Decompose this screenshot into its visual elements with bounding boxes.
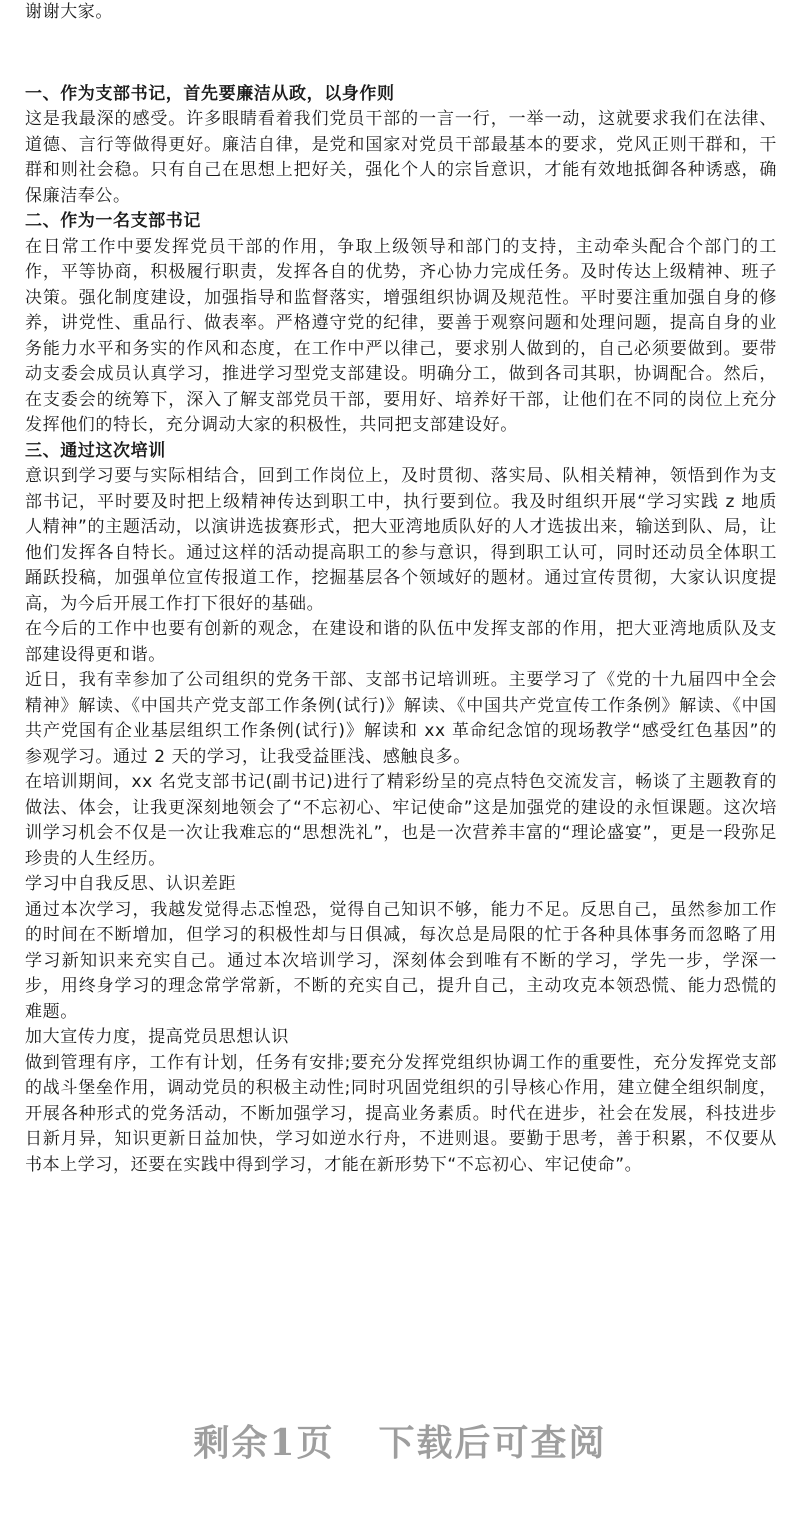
body-paragraph: 加大宣传力度，提高党员思想认识 <box>25 1027 289 1047</box>
download-to-view-text: 下载后可查阅 <box>378 1422 607 1464</box>
body-paragraph: 在日常工作中要发挥党员干部的作用，争取上级领导和部门的支持，主动牵头配合个部门的工作，平等协商，积极履行职责，发挥各自的优势，齐心协力完成任务。及时传达上级精神、班子决策。强化制度建设，加强指导和监督落实，增强组织协调及规范性。平时要注重加强自身的修养，讲党性、重品行、做表率。严格遵守党的纪律，要善于观察问题和处理问题，提高自身的业务能力水平和务实的作风和态度，在工作中严以律己，要求别人做到的，自己必须要做到。要带动支委会成员认真学习，推进学习型党支部建设。明确分工，做到各司其职，协调配合。然后，在支委会的统筹下，深入了解支部党员干部，要用好、培养好干部，让他们在不同的岗位上充分发挥他们的特长，充分调动大家的积极性，共同把支部建设好。 <box>25 236 777 435</box>
body-paragraph: 在培训期间，xx 名党支部书记(副书记)进行了精彩纷呈的亮点特色交流发言，畅谈了主题教育的做法、体会，让我更深刻地领会了“不忘初心、牢记使命”这是加强党的建设的永恒课题。这次培训学习机会不仅是一次让我难忘的“思想洗礼”，也是一次营养丰富的“理论盛宴”，更是一段弥足珍贵的人生经历。 <box>25 772 777 869</box>
body-paragraph: 学习中自我反思、认识差距 <box>25 874 237 894</box>
section-heading: 二、作为一名支部书记 <box>25 211 201 231</box>
download-prompt-banner[interactable] <box>0 1415 800 1466</box>
remaining-pages-text: 剩余1页 <box>193 1422 335 1464</box>
section-heading: 一、作为支部书记，首先要廉洁从政，以身作则 <box>25 83 395 104</box>
paragraph-spacer <box>25 26 777 82</box>
section-heading: 三、通过这次培训 <box>25 440 166 461</box>
body-paragraph: 做到管理有序，工作有计划，任务有安排;要充分发挥党组织协调工作的重要性，充分发挥党支部的战斗堡垒作用，调动党员的积极主动性;同时巩固党组织的引导核心作用，建立健全组织制度，开展各种形式的党务活动，不断加强学习，提高业务素质。时代在进步，社会在发展，科技进步日新月异，知识更新日益加快，学习如逆水行舟，不进则退。要勤于思考，善于积累，不仅要从书本上学习，还要在实践中得到学习，才能在新形势下“不忘初心、牢记使命”。 <box>25 1052 777 1175</box>
body-paragraph: 在今后的工作中也要有创新的观念，在建设和谐的队伍中发挥支部的作用，把大亚湾地质队及支部建设得更和谐。 <box>25 619 777 665</box>
body-paragraph: 这是我最深的感受。许多眼睛看着我们党员干部的一言一行，一举一动，这就要求我们在法律、道德、言行等做得更好。廉洁自律，是党和国家对党员干部最基本的要求，党风正则干群和，干群和则社会稳。只有自己在思想上把好关，强化个人的宗旨意识，才能有效地抵御各种诱惑，确保廉洁奉公。 <box>25 109 777 206</box>
body-paragraph: 近日，我有幸参加了公司组织的党务干部、支部书记培训班。主要学习了《党的十九届四中全会精神》解读、《中国共产党支部工作条例(试行)》解读、《中国共产党宣传工作条例》解读、《中国共产党国有企业基层组织工作条例(试行)》解读和 xx 革命纪念馆的现场教学“感受红色基因”的参观学习。通过 2 天的学习，让我受益匪浅、感触良多。 <box>25 670 777 767</box>
body-paragraph: 谢谢大家。 <box>25 2 113 22</box>
document-body <box>25 0 777 1178</box>
body-paragraph: 意识到学习要与实际相结合，回到工作岗位上，及时贯彻、落实局、队相关精神，领悟到作为支部书记，平时要及时把上级精神传达到职工中，执行要到位。我及时组织开展“学习实践 z 地质人精神”的主题活动，以演讲选拔赛形式，把大亚湾地质队好的人才选拔出来，输送到队、局，让他们发挥各自特长。通过这样的活动提高职工的参与意识，得到职工认可，同时还动员全体职工踊跃投稿，加强单位宣传报道工作，挖掘基层各个领域好的题材。通过宣传贯彻，大家认识度提高，为今后开展工作打下很好的基础。 <box>25 466 777 614</box>
body-paragraph: 通过本次学习，我越发觉得忐忑惶恐，觉得自己知识不够，能力不足。反思自己，虽然参加工作的时间在不断增加，但学习的积极性却与日俱减，每次总是局限的忙于各种具体事务而忽略了用学习新知识来充实自己。通过本次培训学习，深刻体会到唯有不断的学习，学先一步，学深一步，用终身学习的理念常学常新，不断的充实自己，提升自己，主动攻克本领恐慌、能力恐慌的难题。 <box>25 899 777 1022</box>
